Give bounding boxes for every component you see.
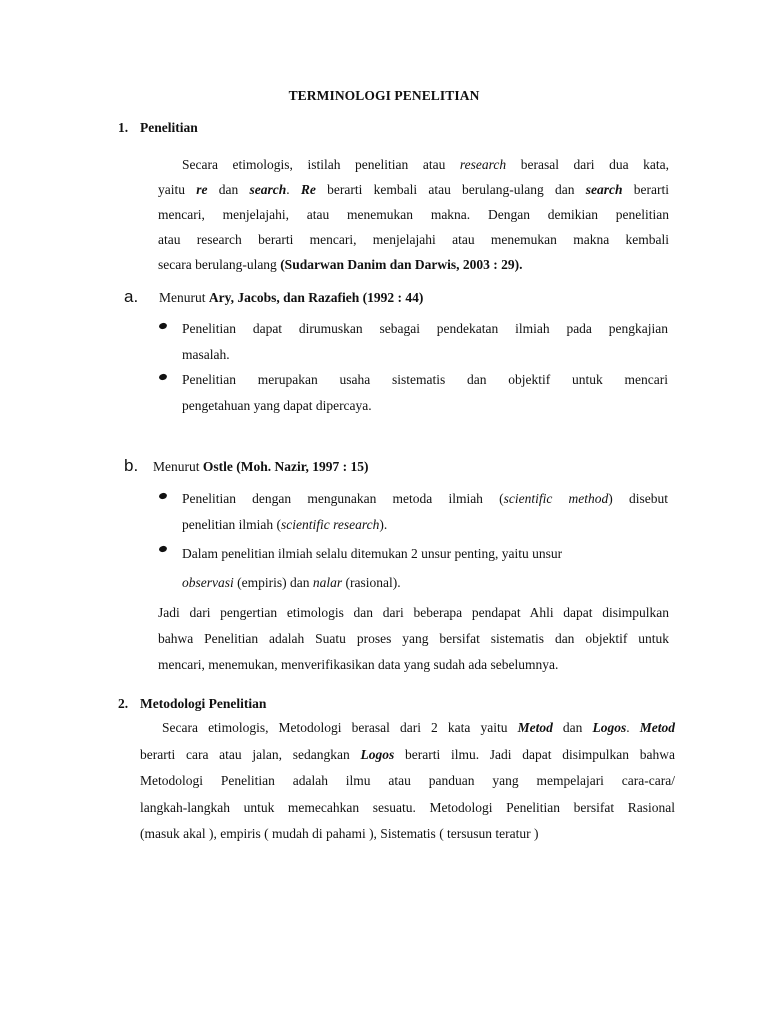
section-1-number: 1.: [118, 120, 129, 135]
paragraph-line: atau research berarti mencari, menjelajahi atau menemukan makna kembali: [158, 232, 669, 247]
section-1-title: Penelitian: [140, 120, 198, 135]
paragraph-line: secara berulang-ulang (Sudarwan Danim dan Darwis, 2003 : 29).: [158, 257, 523, 272]
bullet-item: Penelitian dapat dirumuskan sebagai pendekatan ilmiah pada pengkajian masalah.: [182, 321, 668, 362]
document-title: TERMINOLOGI PENELITIAN: [288, 88, 480, 103]
section-1-paragraph: [158, 152, 669, 277]
section-2-title: Metodologi Penelitian: [140, 696, 267, 711]
paragraph-line: Secara etimologis, istilah penelitian atau research berasal dari dua kata,: [182, 157, 669, 172]
section-2-paragraph: Secara etimologis, Metodologi berasal dari 2 kata yaitu Metod dan Logos. Metod berarti cara atau jalan, sedangkan Logos berarti ilmu. Jadi dapat disimpulkan bahwa Metodologi Penelitian adalah ilmu atau panduan yang mempelajari cara-cara/ langkah-langkah untuk memecahkan sesuatu. Metodologi Penelitian bersifat Rasional (masuk akal ), empiris ( mudah di pahami ), Sistematis ( tersusun teratur ): [140, 720, 676, 841]
bullet-item: Penelitian merupakan usaha sistematis dan objektif untuk mencari pengetahuan yang dapat dipercaya.: [182, 372, 668, 413]
bullet-item: Dalam penelitian ilmiah selalu ditemukan 2 unsur penting, yaitu unsur observasi (empiris) dan nalar (rasional).: [182, 546, 563, 590]
subsection-a-letter: a.: [124, 287, 139, 306]
section-2-heading: [118, 696, 266, 712]
bullet-icon: [158, 545, 167, 553]
conclusion-paragraph: Jadi dari pengertian etimologis dan dari beberapa pendapat Ahli dapat disimpulkan bahwa Penelitian adalah Suatu proses yang bersifat sistematis dan objektif untuk mencari, menemukan, menverifikasikan data yang sudah ada sebelumnya.: [158, 605, 669, 672]
bullet-icon: [158, 322, 167, 330]
section-1-heading: [118, 120, 198, 136]
bullet-icon: [158, 373, 167, 381]
bullet-item: Penelitian dengan mengunakan metoda ilmiah (scientific method) disebut penelitian ilmiah (scientific research).: [182, 491, 668, 532]
bullet-icon: [158, 492, 167, 500]
section-2-number: 2.: [118, 696, 129, 711]
subsection-b-letter: b.: [124, 456, 139, 475]
subsection-b-title: Menurut Ostle (Moh. Nazir, 1997 : 15): [153, 459, 369, 474]
paragraph-line: mencari, menjelajahi, atau menemukan makna. Dengan demikian penelitian: [158, 207, 669, 222]
subsection-a-title: Menurut Ary, Jacobs, dan Razafieh (1992 : 44): [159, 290, 424, 305]
paragraph-line: yaitu re dan search. Re berarti kembali atau berulang-ulang dan search berarti: [158, 182, 669, 197]
